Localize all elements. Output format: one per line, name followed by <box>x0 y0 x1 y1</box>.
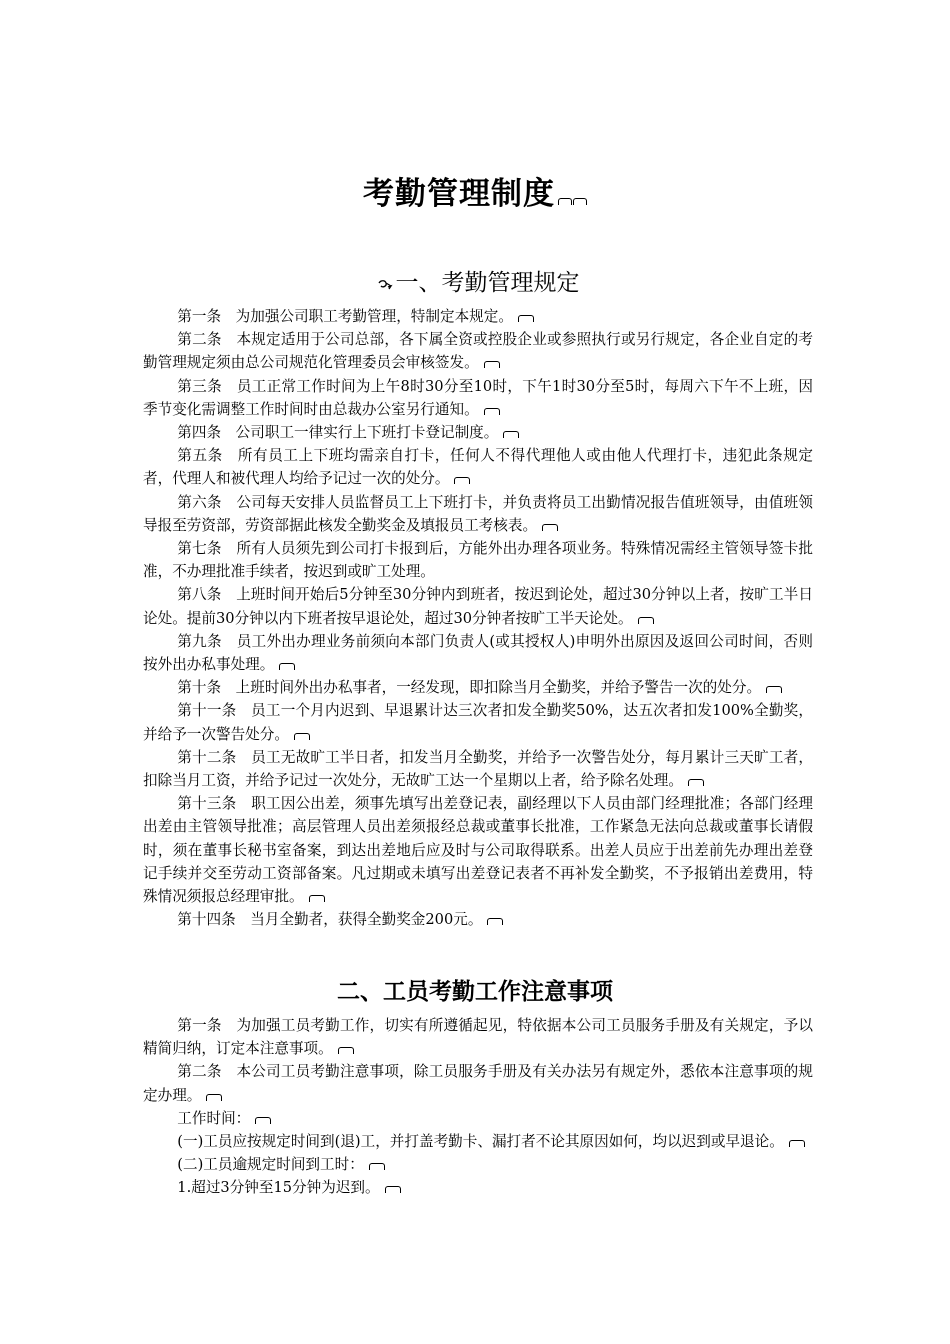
document-title: 考勤管理制度 <box>0 172 950 216</box>
section-1-body <box>143 305 813 931</box>
anchor-icon <box>377 279 393 291</box>
paragraph-mark-icon <box>484 408 500 415</box>
article-10: 第十条 上班时间外出办私事者，一经发现，即扣除当月全勤奖，并给予警告一次的处分。 <box>143 676 813 699</box>
paragraph-mark-icon <box>294 733 310 740</box>
paragraph-mark-icon <box>255 1117 271 1124</box>
paragraph-mark-icon <box>573 198 587 205</box>
paragraph-mark-icon <box>688 779 704 786</box>
article-1: 第一条 为加强公司职工考勤管理，特制定本规定。 <box>143 305 813 328</box>
article-2: 第二条 本规定适用于公司总部，各下属全资或控股企业或参照执行或另行规定，各企业自定的考勤管理规定须由总公司规范化管理委员会审核签发。 <box>143 331 813 372</box>
paragraph-mark-icon <box>789 1140 805 1147</box>
paragraph-mark-icon <box>279 663 295 670</box>
section-1-heading: 一、考勤管理规定 <box>0 266 950 300</box>
paragraph-mark-icon <box>206 1094 222 1101</box>
article-11: 第十一条 员工一个月内迟到、早退累计达三次者扣发全勤奖50%，达五次者扣发100%全勤奖，并给予一次警告处分。 <box>143 702 813 743</box>
paragraph-mark-icon <box>487 918 503 925</box>
paragraph-mark-icon <box>338 1047 354 1054</box>
s2-item-2: (二)工员逾规定时间到工时： <box>143 1153 813 1176</box>
s2-item-2-1: 1.超过3分钟至15分钟为迟到。 <box>143 1176 813 1199</box>
article-6: 第六条 公司每天安排人员监督员工上下班打卡，并负责将员工出勤情况报告值班领导，由值班领导报至劳资部，劳资部据此核发全勤奖金及填报员工考核表。 <box>143 493 813 534</box>
paragraph-mark-icon <box>638 617 654 624</box>
article-14: 第十四条 当月全勤者，获得全勤奖金200元。 <box>143 908 813 931</box>
article-7: 第七条 所有人员须先到公司打卡报到后，方能外出办理各项业务。特殊情况需经主管领导签卡批准，不办理批准手续者，按迟到或旷工处理。 <box>143 540 813 581</box>
section-2-body <box>143 1014 813 1200</box>
paragraph-mark-icon <box>766 686 782 693</box>
paragraph-mark-icon <box>558 198 572 205</box>
paragraph-mark-icon <box>309 895 325 902</box>
section-2-heading: 二、工员考勤工作注意事项 <box>337 979 613 1005</box>
paragraph-mark-icon <box>385 1186 401 1193</box>
paragraph-mark-icon <box>484 361 500 368</box>
article-4: 第四条 公司职工一律实行上下班打卡登记制度。 <box>143 421 813 444</box>
work-hours-label: 工作时间： <box>143 1107 813 1130</box>
s2-article-2: 第二条 本公司工员考勤注意事项，除工员服务手册及有关办法另有规定外，悉依本注意事项的规定办理。 <box>143 1063 813 1104</box>
article-5: 第五条 所有员工上下班均需亲自打卡，任何人不得代理他人或由他人代理打卡，违犯此条规定者，代理人和被代理人均给予记过一次的处分。 <box>143 447 813 488</box>
paragraph-mark-icon <box>454 477 470 484</box>
article-9: 第九条 员工外出办理业务前须向本部门负责人(或其授权人)申明外出原因及返回公司时间，否则按外出办私事处理。 <box>143 632 813 674</box>
paragraph-mark-icon <box>518 315 534 322</box>
paragraph-mark-icon <box>542 524 558 531</box>
article-13: 第十三条 职工因公出差，须事先填写出差登记表，副经理以下人员由部门经理批准；各部门经理出差由主管领导批准；高层管理人员出差须报经总裁或董事长批准，工作紧急无法向总裁或董事长请假时，须在董事长秘书室备案，到达出差地后应及时与公司取得联系。出差人员应于出差前先办理出差登记手续并交至劳动工资部备案。凡过期或未填写出差登记表者不再补发全勤奖，不予报销出差费用，特殊情况须报总经理审批。 <box>143 795 813 906</box>
article-12: 第十二条 员工无故旷工半日者，扣发当月全勤奖，并给予一次警告处分，每月累计三天旷工者，扣除当月工资，并给予记过一次处分，无故旷工达一个星期以上者，给予除名处理。 <box>143 748 813 790</box>
s2-article-1: 第一条 为加强工员考勤工作，切实有所遵循起见，特依据本公司工员服务手册及有关规定，予以精简归纳，订定本注意事项。 <box>143 1017 813 1058</box>
paragraph-mark-icon <box>369 1163 385 1170</box>
paragraph-mark-icon <box>503 431 519 438</box>
article-8: 第八条 上班时间开始后5分钟至30分钟内到班者，按迟到论处，超过30分钟以上者，按旷工半日论处。提前30分钟以内下班者按早退论处，超过30分钟者按旷工半天论处。 <box>143 586 813 627</box>
s2-item-1: (一)工员应按规定时间到(退)工，并打盖考勤卡、漏打者不论其原因如何，均以迟到或早退论。 <box>143 1130 813 1153</box>
article-3: 第三条 员工正常工作时间为上午8时30分至10时，下午1时30分至5时，每周六下午不上班，因季节变化需调整工作时间时由总裁办公室另行通知。 <box>143 377 813 418</box>
